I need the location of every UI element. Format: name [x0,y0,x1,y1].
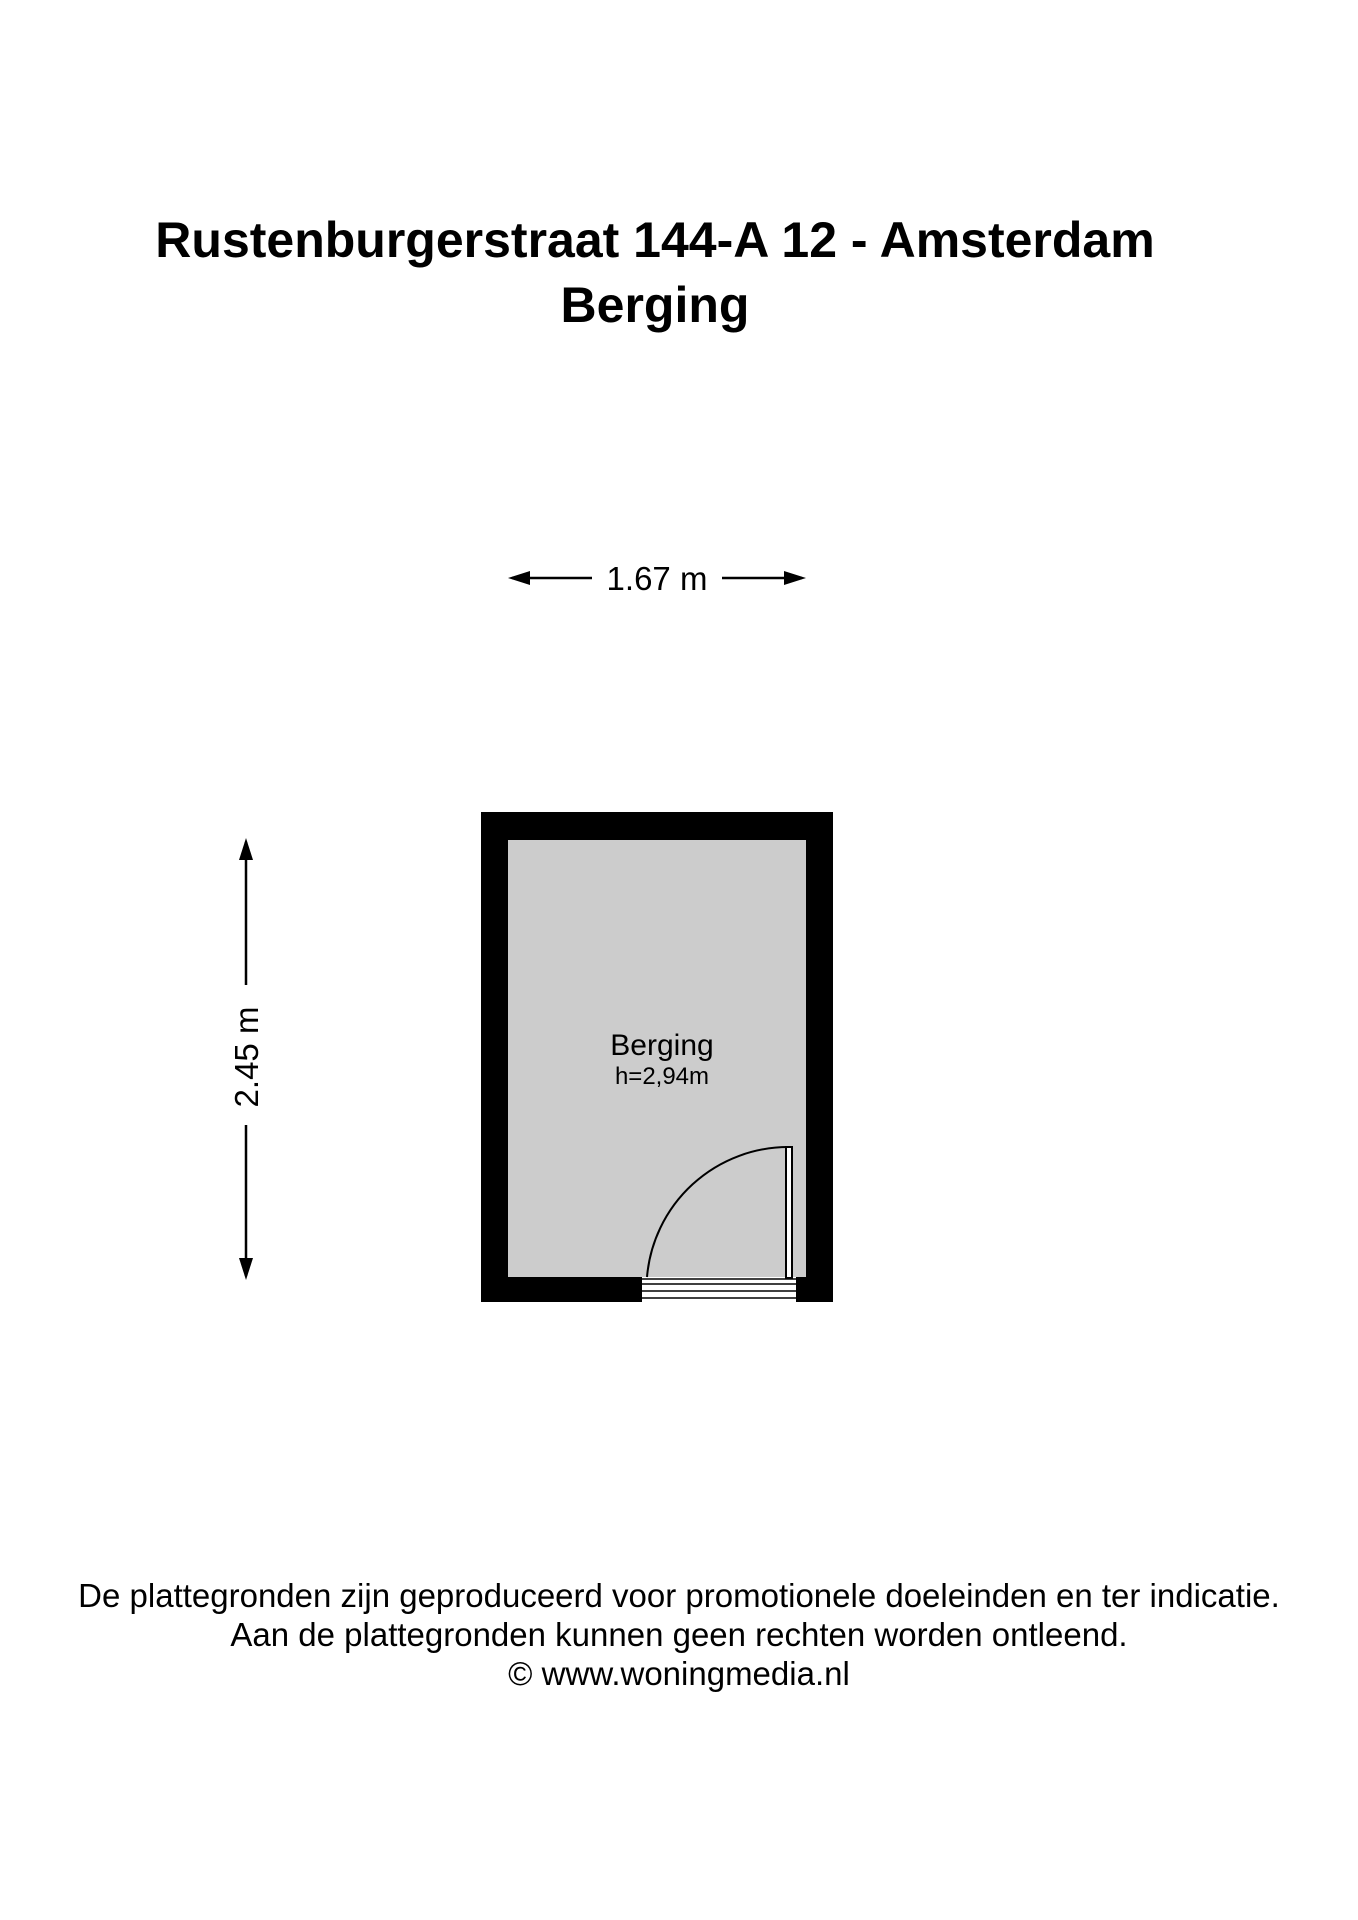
room-height: h=2,94m [614,1063,710,1090]
disclaimer-line-2: Aan de plattegronden kunnen geen rechten worden ontleend. [230,1616,1128,1653]
arrow-down-icon [239,1258,253,1280]
disclaimer-line-1: De plattegronden zijn geproduceerd voor promotionele doeleinden en ter indicatie. [78,1577,1280,1614]
plan-title: Rustenburgerstraat 144-A 12 - Amsterdam [155,212,1155,268]
width-label: 1.67 m [606,560,708,597]
arrow-up-icon [239,838,253,860]
door-leaf [786,1147,792,1278]
door-jamb-right [796,1277,806,1302]
arrow-left-icon [508,571,530,585]
room-name: Berging [610,1029,714,1062]
depth-dimension [228,838,265,1280]
width-dimension [508,560,806,597]
floor-subtitle: Berging [560,277,750,333]
copyright-line: © www.woningmedia.nl [508,1655,850,1692]
depth-label: 2.45 m [228,1006,265,1108]
door-jamb-left [632,1277,642,1302]
room-berging [481,812,833,1302]
arrow-right-icon [784,571,806,585]
